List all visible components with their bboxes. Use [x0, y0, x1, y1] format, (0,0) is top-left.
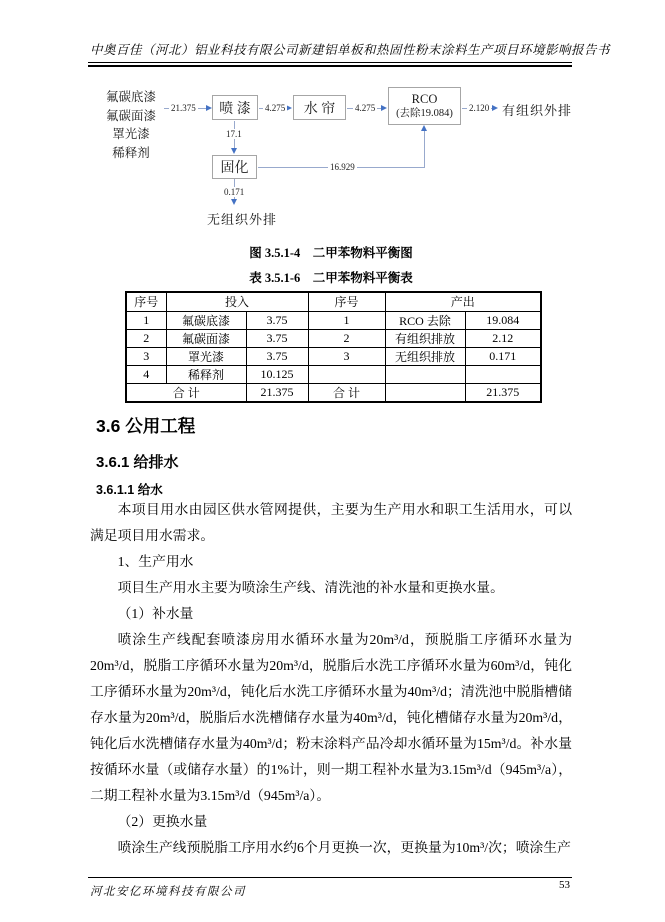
report-header-title: 中奥百佳（河北）铝业科技有限公司新建铝单板和热固性粉末涂料生产项目环境影响报告书	[90, 43, 611, 57]
table-cell	[385, 383, 465, 402]
table-cell: 无组织排放	[385, 347, 465, 365]
input-material-label: 氟碳底漆	[105, 90, 156, 104]
table-cell: 2.12	[465, 329, 541, 347]
table-cell: 3	[126, 347, 166, 365]
paragraph: 喷涂生产线配套喷漆房用水循环水量为20m³/d，预脱脂工序循环水量为20m³/d，脱脂工序循环水量为20m³/d，脱脂后水洗工序循环水量为60m³/d，钝化工序循环水量为20m³/d，钝化后水洗工序循环水量为40m³/d；清洗池中脱脂槽储存水量为20m³/d，脱脂后水洗槽储存水量为40m³/d，钝化槽储存水量为20m³/d，钝化后水洗槽储存水量为40m³/d；粉末涂料产品冷却水循环量为15m³/d。补水量按循环水量（或储存水量）的1%计，则一期工程补水量为3.15m³/d（945m³/a），二期工程补水量为3.15m³/d（945m³/a）。	[90, 632, 572, 803]
table-cell: RCO 去除	[385, 311, 465, 329]
table-cell: 19.084	[465, 311, 541, 329]
figure-caption: 图 3.5.1-4 二甲苯物料平衡图	[249, 246, 413, 260]
col-header-seq-out: 序号	[308, 292, 385, 311]
arrow-right-icon	[492, 105, 498, 111]
total-label-input: 合 计	[126, 383, 246, 402]
table-cell: 罩光漆	[166, 347, 246, 365]
table-cell	[465, 365, 541, 383]
table-cell: 4	[126, 365, 166, 383]
input-material-label: 罩光漆	[112, 127, 150, 141]
table-row	[126, 311, 541, 329]
outlet-organized-label: 有组织外排	[502, 103, 573, 118]
col-header-input: 投入	[166, 292, 308, 311]
table-cell: 3.75	[246, 347, 308, 365]
table-cell: 1	[308, 311, 385, 329]
paragraph: 1、生产用水	[117, 554, 194, 569]
arrow-down-icon	[231, 148, 237, 154]
input-material-label: 稀释剂	[112, 145, 150, 160]
flow-value-spray-curtain: 4.275	[265, 102, 286, 113]
table-total-row	[126, 383, 541, 402]
material-balance-diagram	[90, 85, 572, 235]
table-cell: 1	[126, 311, 166, 329]
process-box-water-curtain: 水 帘	[293, 95, 346, 120]
footer-rule	[88, 877, 572, 878]
input-material-label: 氟碳面漆	[105, 108, 156, 123]
table-header-row	[126, 292, 541, 311]
table-cell: 稀释剂	[166, 365, 246, 383]
col-header-output: 产出	[385, 292, 541, 311]
table-cell: 2	[126, 329, 166, 347]
paragraph: 项目生产用水主要为喷涂生产线、清洗池的补水量和更换水量。	[117, 580, 504, 595]
table-cell: 氟碳底漆	[166, 311, 246, 329]
total-value-input: 21.375	[246, 383, 308, 402]
process-box-rco	[388, 87, 461, 125]
table-cell: 2	[308, 329, 385, 347]
section-heading-3-6-1: 3.6.1 给排水	[96, 454, 179, 471]
col-header-seq-in: 序号	[126, 292, 166, 311]
footer-company: 河北安亿环境科技有限公司	[90, 886, 246, 898]
table-cell	[385, 365, 465, 383]
flow-value-curtain-rco: 4.275	[355, 102, 376, 113]
table-row	[126, 365, 541, 383]
page-number: 53	[559, 879, 570, 891]
arrow-right-icon	[381, 105, 387, 111]
table-cell: 3.75	[246, 329, 308, 347]
table-cell: 10.125	[246, 365, 308, 383]
arrow-up-icon	[421, 125, 427, 131]
paragraph: （2）更换水量	[117, 814, 208, 829]
header-rule-thick	[88, 65, 572, 67]
paragraph: 本项目用水由园区供水管网提供，主要为生产用水和职工生活用水，可以满足项目用水需求。	[90, 502, 572, 543]
body-text	[90, 497, 572, 861]
table-cell: 有组织排放	[385, 329, 465, 347]
section-heading-3-6: 3.6 公用工程	[96, 416, 196, 436]
process-box-spray: 喷 漆	[212, 95, 258, 120]
material-balance-table	[125, 291, 542, 403]
table-caption: 表 3.5.1-6 二甲苯物料平衡表	[249, 271, 413, 285]
flow-value-rco-out: 2.120	[469, 102, 490, 113]
flow-line	[424, 131, 425, 168]
table-cell: 氟碳面漆	[166, 329, 246, 347]
table-cell: 3	[308, 347, 385, 365]
flow-value-cure-down: 0.171	[224, 186, 245, 197]
outlet-unorganized-label: 无组织外排	[207, 212, 278, 227]
total-value-output: 21.375	[465, 383, 541, 402]
total-label-output: 合 计	[308, 383, 385, 402]
process-box-cure: 固化	[212, 155, 257, 179]
table-row	[126, 347, 541, 365]
table-cell: 0.171	[465, 347, 541, 365]
header-rule-thin	[88, 62, 572, 63]
flow-value-cure-rco: 16.929	[330, 161, 355, 172]
table-cell	[308, 365, 385, 383]
section-heading-3-6-1-1: 3.6.1.1 给水	[96, 483, 163, 497]
flow-value-spray-cure: 17.1	[226, 129, 242, 139]
paragraph: 喷涂生产线预脱脂工序用水约6个月更换一次，更换量为10m³/次；喷涂生产	[117, 840, 571, 855]
rco-removal-label: (去除19.084)	[396, 108, 453, 120]
paragraph: （1）补水量	[117, 606, 194, 621]
arrow-down-icon	[231, 199, 237, 205]
table-cell: 3.75	[246, 311, 308, 329]
diagram-input-materials	[98, 88, 164, 162]
flow-value-input: 21.375	[171, 102, 196, 113]
table-row	[126, 329, 541, 347]
rco-label: RCO	[411, 91, 438, 106]
